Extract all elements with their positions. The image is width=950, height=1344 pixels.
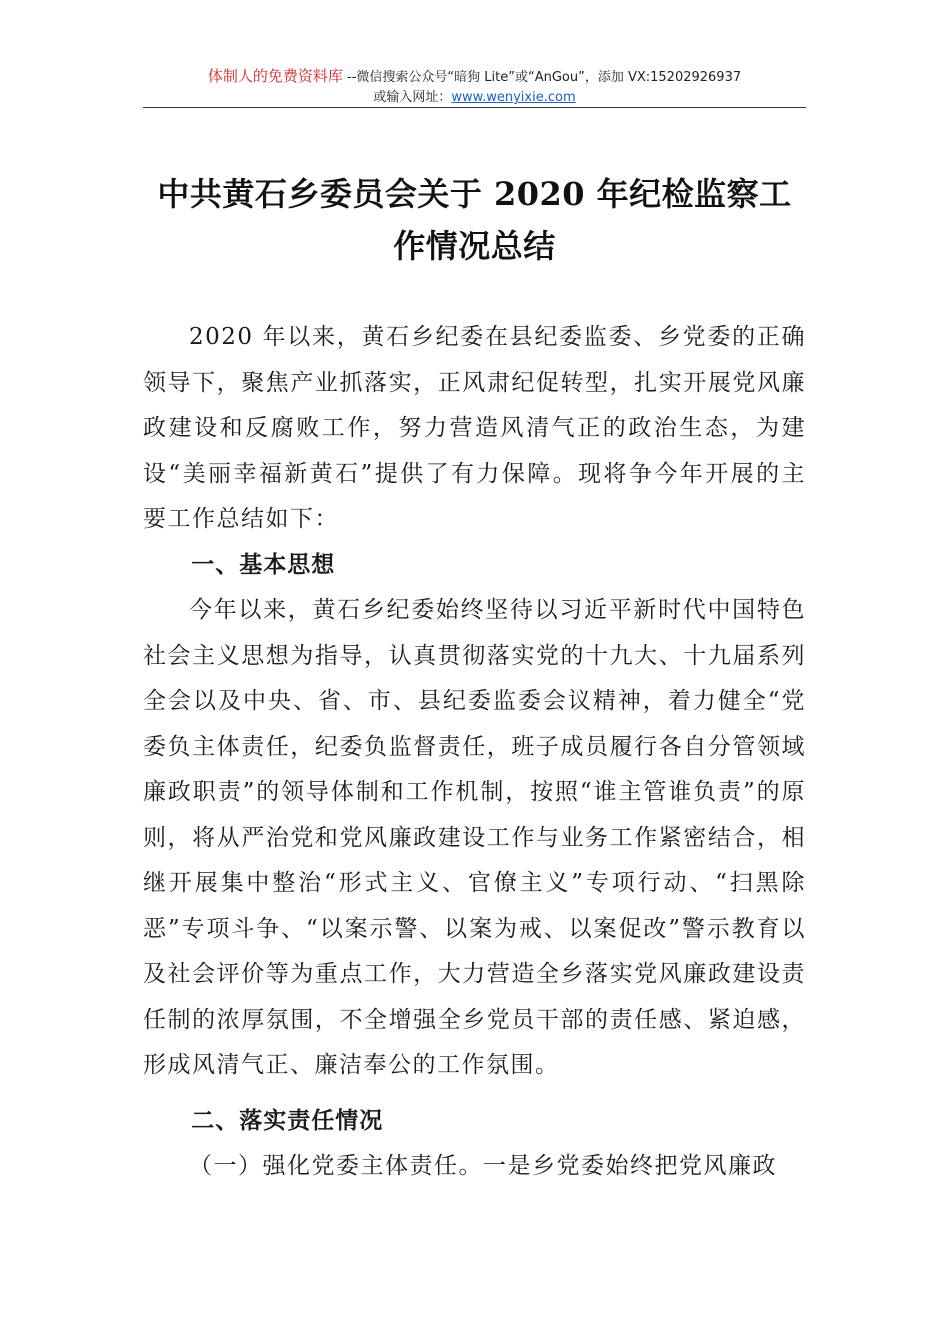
section-heading-basic-thinking: 一、基本思想: [191, 551, 336, 578]
section-responsibility-paragraph: （一）强化党委主体责任。一是乡党委始终把党风廉政: [189, 1153, 777, 1179]
document-body: [143, 315, 806, 1190]
header-url-label: 或输入网址：: [373, 90, 452, 105]
title-line-2: 作情况总结: [393, 227, 556, 265]
header-divider: [143, 107, 806, 108]
section-heading-responsibility: 二、落实责任情况: [191, 1107, 384, 1134]
document-title: [143, 168, 806, 272]
header-url-link[interactable]: www.wenyixie.com: [451, 90, 576, 105]
header-brand: 体制人的免费资料库: [207, 67, 343, 85]
header-contact-text: --微信搜索公众号“暗狗 Lite”或“AnGou”，添加 VX:15202926937: [342, 70, 742, 85]
section-basic-thinking-paragraph: 今年以来，黄石乡纪委始终坚待以习近平新时代中国特色社会主义思想为指导，认真贯彻落实党的十九大、十九届系列全会以及中央、省、市、县纪委监委会议精神，着力健全“党委负主体责任，纪委负监督责任，班子成员履行各自分管领域廉政职责”的领导体制和工作机制，按照“谁主管谁负责”的原则，将从严治党和党风廉政建设工作与业务工作紧密结合，相继开展集中整治“形式主义、官僚主义”专项行动、“扫黑除恶”专项斗争、“以案示警、以案为戒、以案促改”警示教育以及社会评价等为重点工作，大力营造全乡落实党风廉政建设责任制的浓厚氛围，不全增强全乡党员干部的责任感、紧迫感，形成风清气正、廉洁奉公的工作氛围。: [143, 597, 806, 1078]
header-line-2: [143, 88, 806, 108]
page-header: [143, 66, 806, 108]
intro-paragraph: 2020 年以来，黄石乡纪委在县纪委监委、乡党委的正确领导下，聚焦产业抓落实，正风肃纪促转型，扎实开展党风廉政建设和反腐败工作，努力营造风清气正的政治生态，为建设“美丽幸福新黄石”提供了有力保障。现将争今年开展的主要工作总结如下：: [143, 324, 806, 532]
header-line-1: [143, 66, 806, 88]
title-line-1: 中共黄石乡委员会关于 2020 年纪检监察工: [157, 175, 792, 213]
